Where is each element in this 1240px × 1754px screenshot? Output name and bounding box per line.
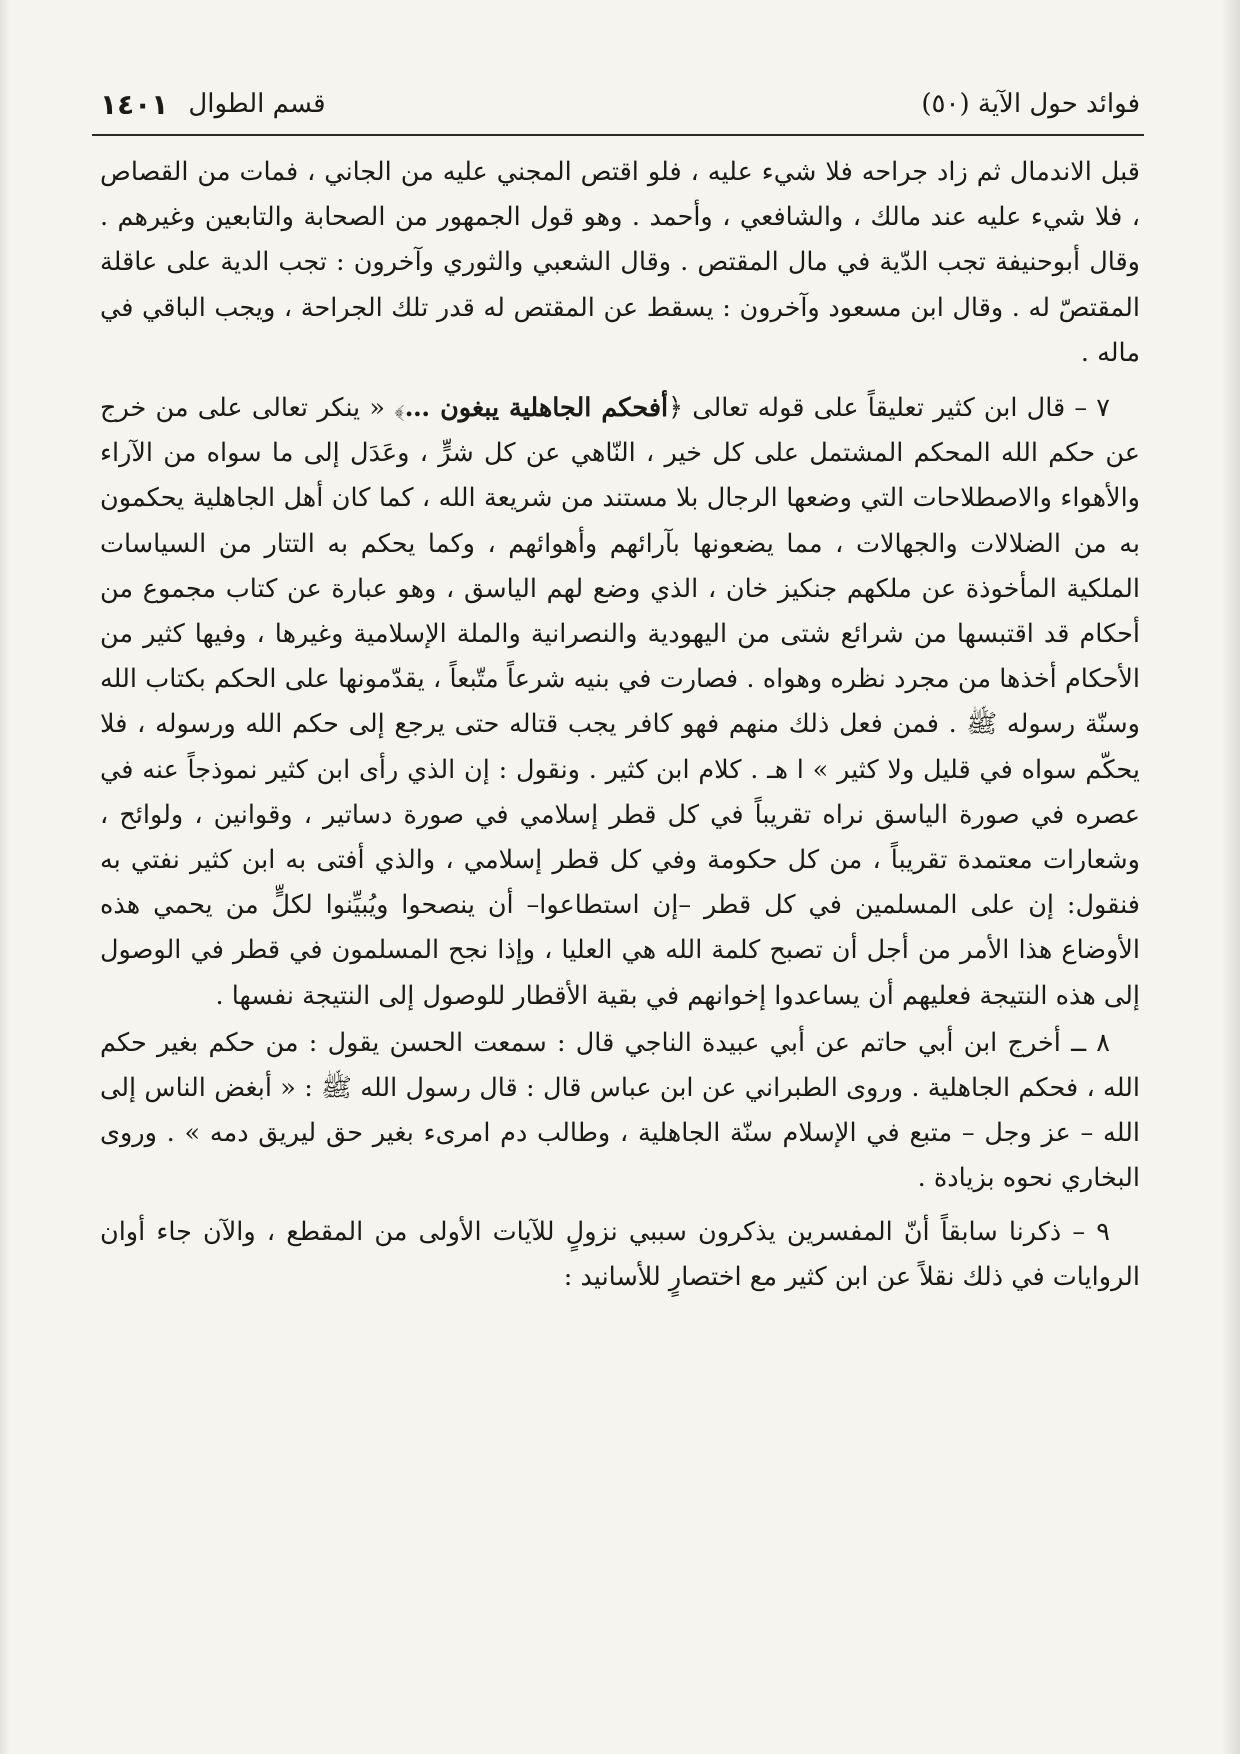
paragraph-7-text: ﴾ « ينكر تعالى على من خرج عن حكم الله المحكم المشتمل على كل خير ، النّاهي عن كل شرٍّ ، وعَدَل إلى ما سواه من الآراء والأهواء والاصطلاحات التي وضعها الرجال بلا مستند من شريعة الله ، كما كان أهل الجاهلية يحكمون به من الضلالات والجهالات ، مما يضعونها بآرائهم وأهوائهم ، وكما يحكم به التتار من السياسات الملكية المأخوذة عن ملكهم جنكيز خان ، الذي وضع لهم الياسق ، وهو عبارة عن كتاب مجموع من أحكام قد اقتبسها من شرائع شتى من اليهودية والنصرانية والملة الإسلامية وغيرها ، وفيها كثير من الأحكام أخذها من مجرد نظره وهواه . فصارت في بنيه شرعاً متّبعاً ، يقدّمونها على الحكم بكتاب الله وسنّة رسوله ﷺ . فمن فعل ذلك منهم فهو كافر يجب قتاله حتى يرجع إلى حكم الله ورسوله ، فلا يحكّم سواه في قليل ولا كثير » ا هـ . كلام ابن كثير . ونقول : إن الذي رأى ابن كثير نموذجاً عنه في عصره في صورة الياسق نراه تقريباً في كل قطر إسلامي في صورة دساتير ، وقوانين ، ولوائح ، وشعارات معتمدة تقريباً ، من كل حكومة وفي كل قطر إسلامي ، والذي أفتى به ابن كثير نفتي به فنقول: إن على المسلمين في كل قطر –إن استطاعوا– أن ينصحوا ويُبيِّنوا لكلٍّ من يحمي هذه الأوضاع هذا الأمر من أجل أن تصبح كلمة الله هي العليا ، وإذا نجح المسلمون في قطر في الوصول إلى هذه النتيجة فعليهم أن يساعدوا إخوانهم في بقية الأقطار للوصول إلى النتيجة نفسها . — [100, 393, 1140, 1011]
header-rule — [92, 134, 1144, 136]
paragraph-7-lead: ٧ – قال ابن كثير تعليقاً على قوله تعالى ﴿ — [668, 393, 1110, 424]
page-number: ١٤٠١ — [100, 87, 169, 121]
quran-quote: أفحكم الجاهلية يبغون … — [404, 393, 669, 424]
paragraph-8: ٨ ــ أخرج ابن أبي حاتم عن أبي عبيدة الناجي قال : سمعت الحسن يقول : من حكم بغير حكم الله ، فحكم الجاهلية . وروى الطبراني عن ابن عباس قال : قال رسول الله ﷺ : « أبغض الناس إلى الله – عز وجل – متبع في الإسلام سنّة الجاهلية ، وطالب دم امرىء بغير حق ليريق دمه » . وروى البخاري نحوه بزيادة . — [100, 1027, 1140, 1194]
header-left-group — [100, 88, 326, 121]
running-title: فوائد حول الآية (٥٠) — [921, 89, 1140, 119]
section-name: قسم الطوال — [188, 89, 326, 119]
running-header — [100, 82, 1140, 126]
paragraph-intro: قبل الاندمال ثم زاد جراحه فلا شيء عليه ، فلو اقتص المجني عليه من الجاني ، فمات من القصاص ، فلا شيء عليه عند مالك ، والشافعي ، وأحمد . وهو قول الجمهور من الصحابة والتابعين وغيرهم . وقال أبوحنيفة تجب الدّية في مال المقتص . وقال الشعبي والثوري وآخرون : تجب الدية على عاقلة المقتصّ له . وقال ابن مسعود وآخرون : يسقط عن المقتص له قدر تلك الجراحة ، ويجب الباقي في ماله . — [100, 157, 1140, 368]
page-edge-shadow — [0, 0, 10, 1754]
paragraph-7 — [100, 386, 1140, 1019]
gutter-shadow — [1222, 0, 1240, 1754]
page-body — [100, 150, 1140, 1300]
paragraph-9: ٩ – ذكرنا سابقاً أنّ المفسرين يذكرون سببي نزولٍ للآيات الأولى من المقطع ، والآن جاء أوان الروايات في ذلك نقلاً عن ابن كثير مع اختصارٍ للأسانيد : — [100, 1216, 1140, 1292]
